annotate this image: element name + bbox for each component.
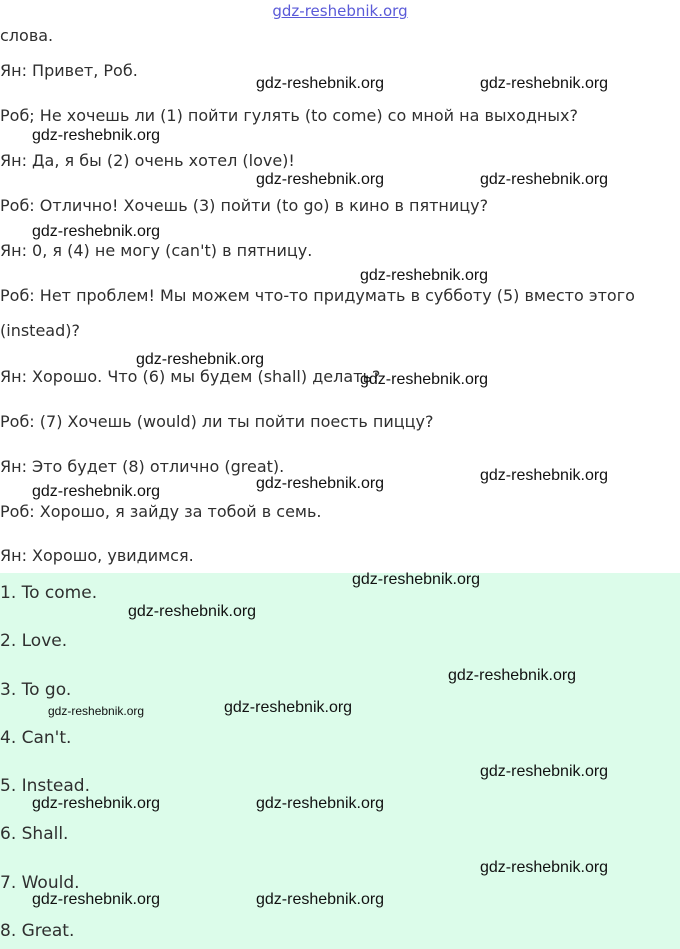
watermark: gdz-reshebnik.org xyxy=(256,795,385,812)
watermark: gdz-reshebnik.org xyxy=(32,795,161,812)
watermark: gdz-reshebnik.org xyxy=(256,171,385,188)
watermark: gdz-reshebnik.org xyxy=(480,859,609,876)
dialogue-line: Роб; Не хочешь ли (1) пойти гулять (to come) со мной на выходных? xyxy=(0,106,578,125)
dialogue-line: Роб: Отлично! Хочешь (3) пойти (to go) в кино в пятницу? xyxy=(0,196,489,215)
watermark: gdz-reshebnik.org xyxy=(32,127,161,144)
watermark: gdz-reshebnik.org xyxy=(128,603,257,620)
watermark: gdz-reshebnik.org xyxy=(480,467,609,484)
watermark: gdz-reshebnik.org xyxy=(352,571,481,588)
watermark: gdz-reshebnik.org xyxy=(256,75,385,92)
answer-item: 8. Great. xyxy=(0,921,75,941)
dialogue-line: Ян: 0, я (4) не могу (can't) в пятницу. xyxy=(0,241,313,260)
watermark: gdz-reshebnik.org xyxy=(224,699,353,716)
dialogue-line: Роб: (7) Хочешь (would) ли ты пойти поесть пиццу? xyxy=(0,412,434,431)
header-watermark[interactable]: gdz-reshebnik.org xyxy=(272,2,408,20)
dialogue-line: Ян: Это будет (8) отлично (great). xyxy=(0,457,285,476)
dialogue-line: Ян: Хорошо. Что (6) мы будем (shall) делать? xyxy=(0,367,381,386)
watermark: gdz-reshebnik.org xyxy=(136,351,265,368)
watermark: gdz-reshebnik.org xyxy=(32,891,161,908)
watermark: gdz-reshebnik.org xyxy=(256,475,385,492)
watermark: gdz-reshebnik.org xyxy=(480,763,609,780)
watermark: gdz-reshebnik.org xyxy=(480,75,609,92)
dialogue-line: Роб: Нет проблем! Мы можем что-то придумать в субботу (5) вместо этого xyxy=(0,286,635,305)
watermark: gdz-reshebnik.org xyxy=(32,483,161,500)
answer-item: 7. Would. xyxy=(0,873,80,893)
dialogue-line: Роб: Хорошо, я зайду за тобой в семь. xyxy=(0,502,322,521)
watermark: gdz-reshebnik.org xyxy=(360,267,489,284)
dialogue-line: Ян: Да, я бы (2) очень хотел (love)! xyxy=(0,151,295,170)
watermark: gdz-reshebnik.org xyxy=(32,223,161,240)
watermark: gdz-reshebnik.org xyxy=(48,704,145,718)
dialogue-line: Ян: Хорошо, увидимся. xyxy=(0,546,194,565)
dialogue-line: (instead)? xyxy=(0,321,80,340)
watermark: gdz-reshebnik.org xyxy=(480,171,609,188)
dialogue-line: Ян: Привет, Роб. xyxy=(0,61,138,80)
dialogue-line: слова. xyxy=(0,26,54,45)
answer-item: 5. Instead. xyxy=(0,776,91,796)
watermark: gdz-reshebnik.org xyxy=(256,891,385,908)
answer-item: 3. To go. xyxy=(0,680,72,700)
answer-item: 4. Can't. xyxy=(0,728,72,748)
answer-item: 2. Love. xyxy=(0,631,68,651)
watermark: gdz-reshebnik.org xyxy=(448,667,577,684)
answer-item: 6. Shall. xyxy=(0,824,69,844)
answer-item: 1. To come. xyxy=(0,583,98,603)
watermark: gdz-reshebnik.org xyxy=(360,371,489,388)
